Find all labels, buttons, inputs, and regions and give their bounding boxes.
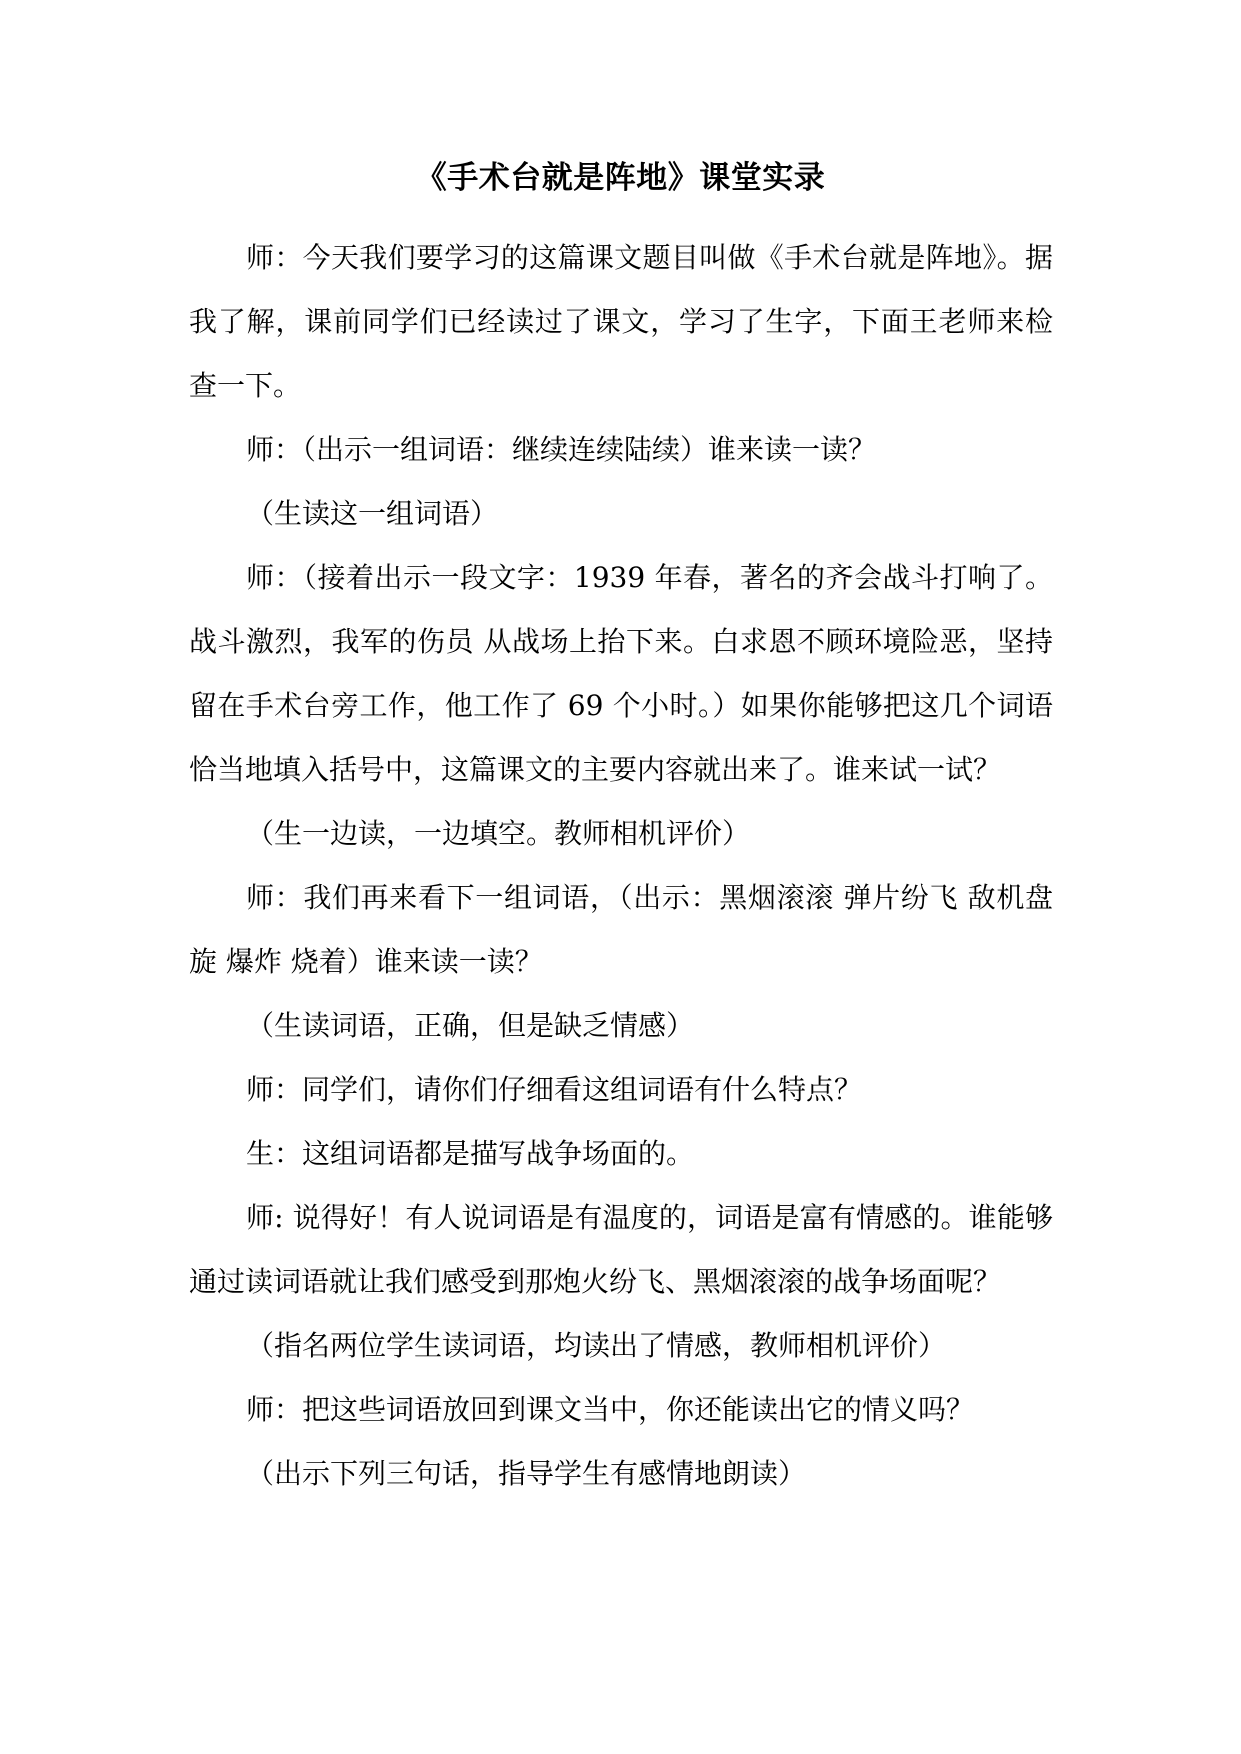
paragraph-student-answer: 生：这组词语都是描写战争场面的。 <box>246 1137 695 1170</box>
paragraph-teacher-intro: 师：今天我们要学习的这篇课文题目叫做《手术台就是阵地》。据我了解，课前同学们已经读过了课文，学习了生字，下面王老师来检查一下。 <box>189 241 1053 402</box>
paragraph-teacher-word-group-2: 师：我们再来看下一组词语，（出示：黑烟滚滚 弹片纷飞 敌机盘旋 爆炸 烧着）谁来读一读？ <box>189 881 1053 978</box>
paragraph-stage-two-students: （指名两位学生读词语，均读出了情感，教师相机评价） <box>246 1329 947 1362</box>
paragraph-teacher-context: 师：把这些词语放回到课文当中，你还能读出它的情义吗？ <box>246 1393 975 1426</box>
document-body <box>189 226 1053 1506</box>
paragraph-teacher-question: 师：同学们，请你们仔细看这组词语有什么特点？ <box>246 1073 863 1106</box>
paragraph-stage-lacks-emotion: （生读词语，正确，但是缺乏情感） <box>246 1009 695 1042</box>
paragraph-teacher-passage: 师：（接着出示一段文字：1939 年春，著名的齐会战斗打响了。战斗激烈，我军的伤员 从战场上抬下来。白求恩不顾环境险恶，坚持留在手术台旁工作，他工作了 69 个小时。）如果你能够把这几个词语恰当地填入括号中，这篇课文的主要内容就出来了。谁来试一试？ <box>189 561 1053 786</box>
paragraph-stage-three-sentences: （出示下列三句话，指导学生有感情地朗读） <box>246 1457 807 1490</box>
document-title: 《手术台就是阵地》课堂实录 <box>415 160 826 196</box>
paragraph-teacher-praise: 师: 说得好！有人说词语是有温度的，词语是富有情感的。谁能够通过读词语就让我们感受到那炮火纷飞、黑烟滚滚的战争场面呢？ <box>189 1201 1053 1298</box>
paragraph-teacher-word-group-1: 师：（出示一组词语：继续连续陆续）谁来读一读？ <box>246 433 877 466</box>
paragraph-stage-student-reads: （生读这一组词语） <box>246 497 499 530</box>
paragraph-stage-fill-blank: （生一边读，一边填空。教师相机评价） <box>246 817 751 850</box>
